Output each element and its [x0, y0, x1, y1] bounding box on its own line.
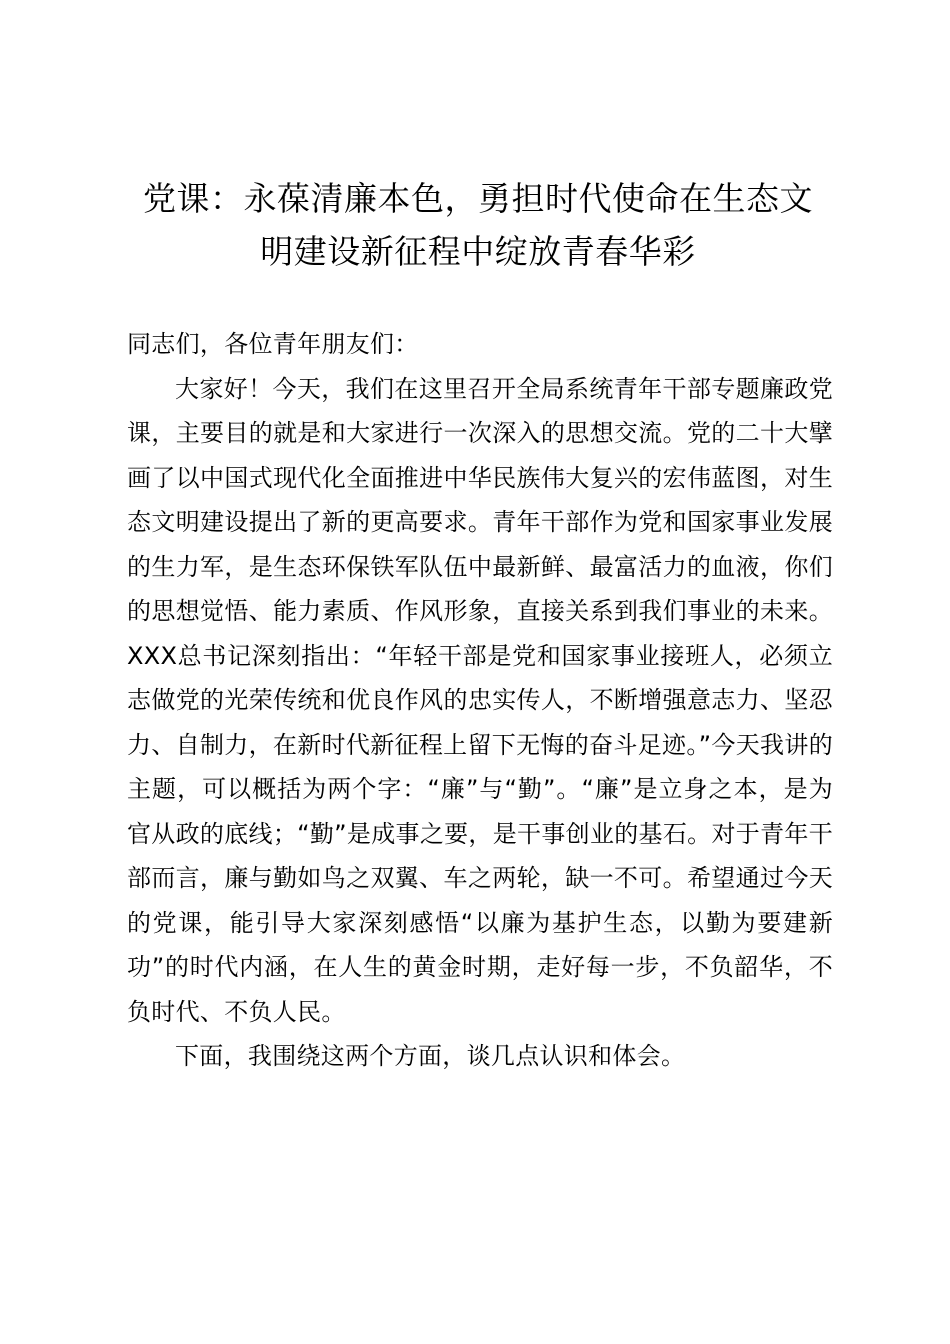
salutation: 同志们，各位青年朋友们： [127, 330, 419, 358]
paragraph-1: 大家好！今天，我们在这里召开全局系统青年干部专题廉政党课，主要目的就是和大家进行一次深入的思想交流。党的二十大擘画了以中国式现代化全面推进中华民族伟大复兴的宏伟蓝图，对生态文明建设提出了新的更高要求。青年干部作为党和国家事业发展的生力军，是生态环保铁军队伍中最新鲜、最富活力的血液，你们的思想觉悟、能力素质、作风形象，直接关系到我们事业的未来。XXX总书记深刻指出：“年轻干部是党和国家事业接班人，必须立志做党的光荣传统和优良作风的忠实传人，不断增强意志力、坚忍力、自制力，在新时代新征程上留下无悔的奋斗足迹。”今天我讲的主题，可以概括为两个字：“廉”与“勤”。“廉”是立身之本，是为官从政的底线；“勤”是成事之要，是干事创业的基石。对于青年干部而言，廉与勤如鸟之双翼、车之两轮，缺一不可。希望通过今天的党课，能引导大家深刻感悟“以廉为基护生态，以勤为要建新功”的时代内涵，在人生的黄金时期，走好每一步，不负韶华，不负时代、不负人民。 [127, 374, 833, 1026]
page-title [118, 172, 838, 278]
paragraph-2: 下面，我围绕这两个方面，谈几点认识和体会。 [175, 1042, 686, 1070]
document-body [127, 322, 833, 1079]
title-line-1: 党课：永葆清廉本色，勇担时代使命在生态文 [143, 179, 813, 218]
title-line-2: 明建设新征程中绽放青春华彩 [260, 232, 696, 271]
